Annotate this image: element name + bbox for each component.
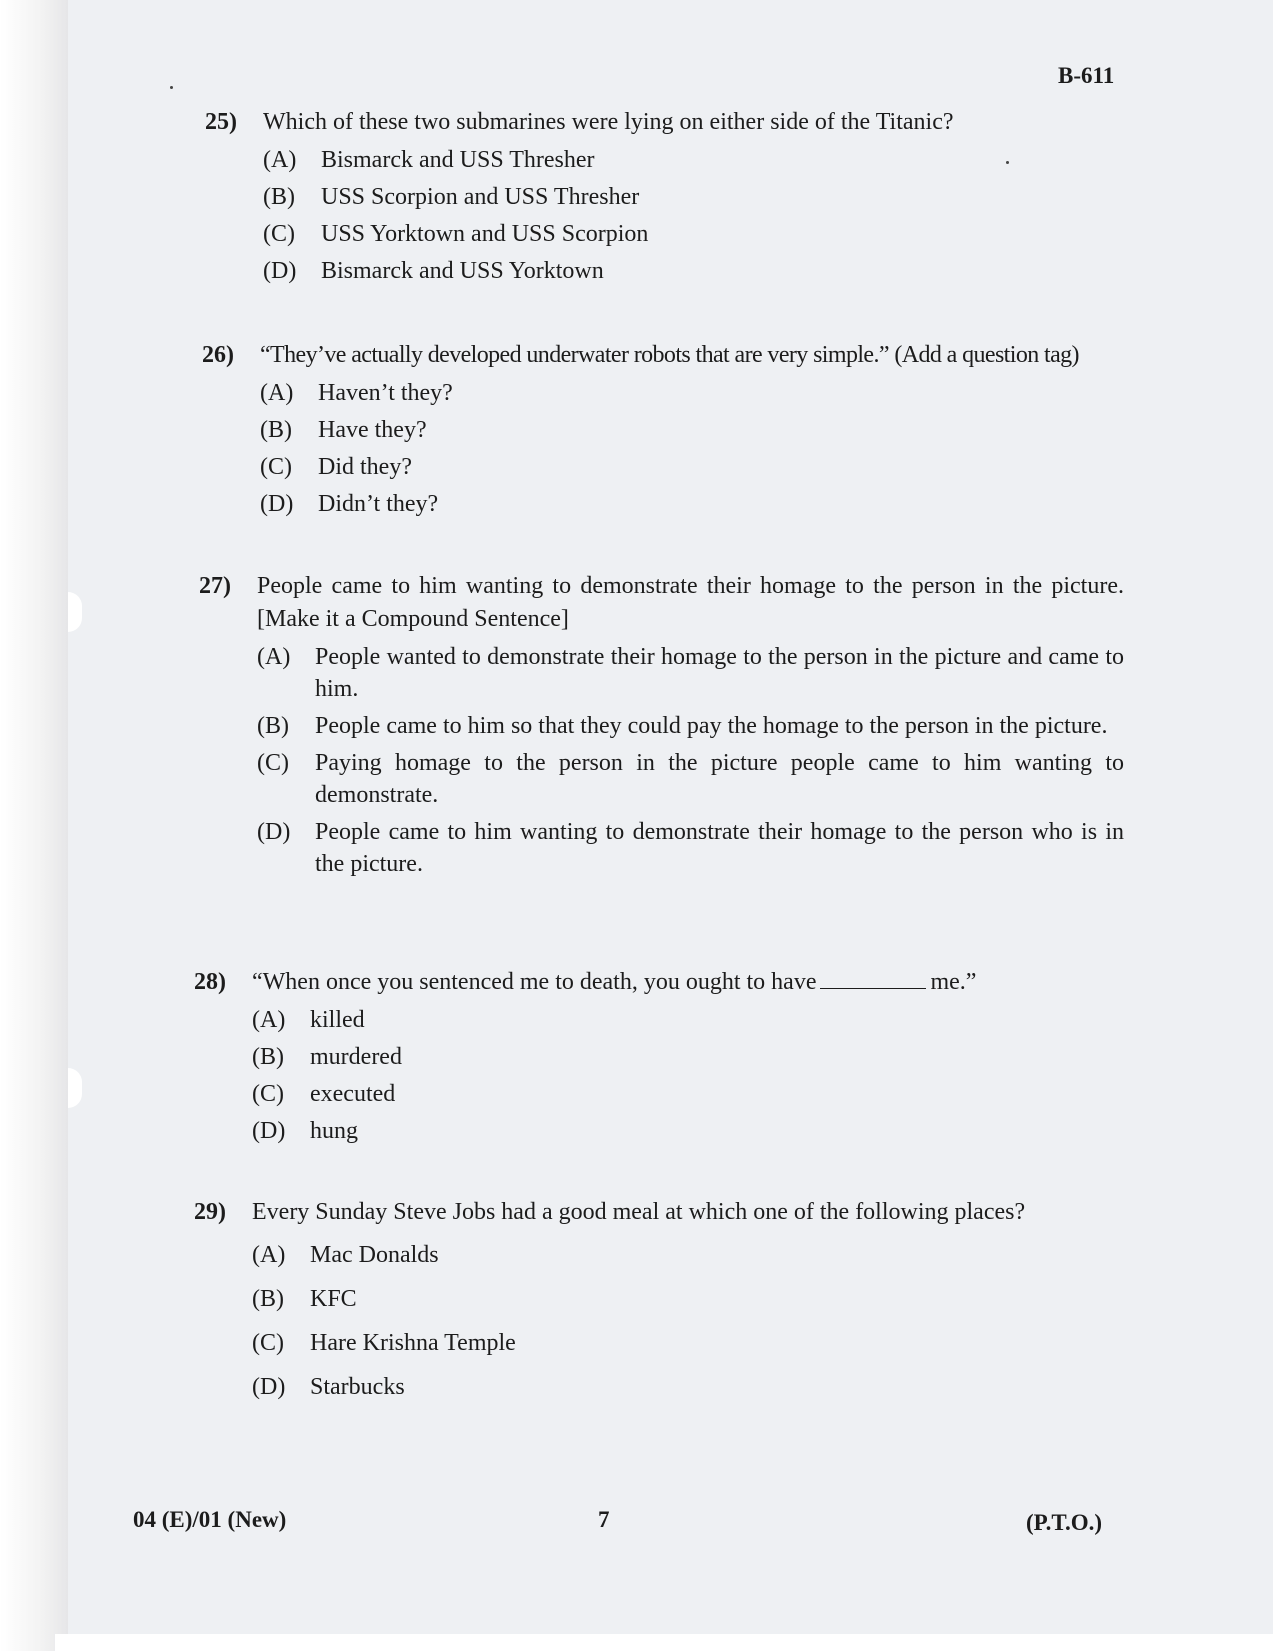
- option-a[interactable]: [260, 377, 1127, 409]
- option-letter: (C): [257, 750, 289, 776]
- option-text: hung: [310, 1118, 358, 1144]
- option-c[interactable]: [252, 1078, 1094, 1110]
- question-number: 26): [202, 342, 234, 368]
- option-a[interactable]: [263, 144, 1085, 176]
- scan-speck: [170, 86, 173, 89]
- question-text: “They’ve actually developed underwater robots that are very simple.” (Add a question tag): [260, 342, 1079, 368]
- option-text: Have they?: [318, 417, 427, 443]
- question-text-after-blank: me.”: [930, 969, 977, 995]
- question-26: [202, 339, 1127, 520]
- option-text: executed: [310, 1081, 396, 1107]
- paper-code: B-611: [1058, 63, 1115, 88]
- option-a[interactable]: [252, 1239, 1114, 1271]
- option-d[interactable]: [252, 1115, 1094, 1147]
- question-text: Every Sunday Steve Jobs had a good meal at which one of the following places?: [252, 1199, 1026, 1225]
- question-number: 28): [194, 969, 226, 995]
- option-text: Bismarck and USS Yorktown: [321, 258, 604, 284]
- option-a[interactable]: [257, 641, 1124, 705]
- option-b[interactable]: [257, 710, 1124, 742]
- option-d[interactable]: [257, 816, 1124, 880]
- answer-blank: [820, 970, 926, 989]
- option-letter: (C): [260, 454, 292, 480]
- scan-bottom-margin: [55, 1634, 1273, 1651]
- option-text: killed: [310, 1007, 365, 1033]
- option-text: murdered: [310, 1044, 402, 1070]
- option-letter: (B): [252, 1286, 284, 1312]
- option-letter: (C): [263, 221, 295, 247]
- question-25: [205, 106, 1085, 287]
- option-text: Paying homage to the person in the picture people came to him wanting to demonstrate.: [315, 750, 1124, 808]
- option-letter: (A): [257, 644, 291, 670]
- question-number: 29): [194, 1199, 226, 1225]
- option-b[interactable]: [260, 414, 1127, 446]
- option-b[interactable]: [252, 1041, 1094, 1073]
- question-text-before-blank: “When once you sentenced me to death, you ought to have: [252, 969, 817, 995]
- question-number: 25): [205, 109, 237, 135]
- option-text: Did they?: [318, 454, 412, 480]
- option-letter: (B): [263, 184, 295, 210]
- option-text: Starbucks: [310, 1374, 405, 1400]
- option-letter: (A): [252, 1242, 286, 1268]
- option-letter: (A): [252, 1007, 286, 1033]
- option-letter: (C): [252, 1330, 284, 1356]
- option-d[interactable]: [263, 255, 1085, 287]
- option-letter: (C): [252, 1081, 284, 1107]
- option-text: Hare Krishna Temple: [310, 1330, 516, 1356]
- option-letter: (D): [252, 1374, 286, 1400]
- option-b[interactable]: [263, 181, 1085, 213]
- option-text: Bismarck and USS Thresher: [321, 147, 595, 173]
- option-d[interactable]: [260, 488, 1127, 520]
- option-text: People came to him so that they could pay the homage to the person in the picture.: [315, 713, 1108, 739]
- option-text: People came to him wanting to demonstrate their homage to the person who is in the picture.: [315, 819, 1124, 877]
- option-c[interactable]: [260, 451, 1127, 483]
- option-text: USS Scorpion and USS Thresher: [321, 184, 640, 210]
- option-letter: (B): [252, 1044, 284, 1070]
- question-29: [194, 1196, 1114, 1403]
- page-number: 7: [598, 1507, 610, 1532]
- scan-margin: [0, 0, 68, 1651]
- option-letter: (B): [260, 417, 292, 443]
- question-number: 27): [199, 573, 231, 599]
- option-text: Mac Donalds: [310, 1242, 439, 1268]
- option-c[interactable]: [257, 747, 1124, 811]
- option-text: Didn’t they?: [318, 491, 439, 517]
- option-letter: (A): [263, 147, 297, 173]
- question-28: [194, 966, 1094, 1147]
- option-text: Haven’t they?: [318, 380, 453, 406]
- option-c[interactable]: [252, 1327, 1114, 1359]
- option-letter: (D): [260, 491, 294, 517]
- option-text: People wanted to demonstrate their homage to the person in the picture and came to him.: [315, 644, 1124, 702]
- option-letter: (D): [257, 819, 291, 845]
- option-letter: (D): [252, 1118, 286, 1144]
- option-b[interactable]: [252, 1283, 1114, 1315]
- option-c[interactable]: [263, 218, 1085, 250]
- option-a[interactable]: [252, 1004, 1094, 1036]
- question-text: Which of these two submarines were lying on either side of the Titanic?: [263, 109, 954, 135]
- question-27: [199, 570, 1124, 880]
- question-text: People came to him wanting to demonstrate their homage to the person in the picture. [Make it a Compound Sentence]: [257, 573, 1124, 632]
- option-letter: (D): [263, 258, 297, 284]
- option-d[interactable]: [252, 1371, 1114, 1403]
- please-turn-over: (P.T.O.): [1026, 1510, 1103, 1535]
- option-letter: (A): [260, 380, 294, 406]
- option-text: USS Yorktown and USS Scorpion: [321, 221, 649, 247]
- option-text: KFC: [310, 1286, 357, 1312]
- option-letter: (B): [257, 713, 289, 739]
- footer-paper-code: 04 (E)/01 (New): [133, 1507, 287, 1532]
- question-text: [252, 966, 1094, 999]
